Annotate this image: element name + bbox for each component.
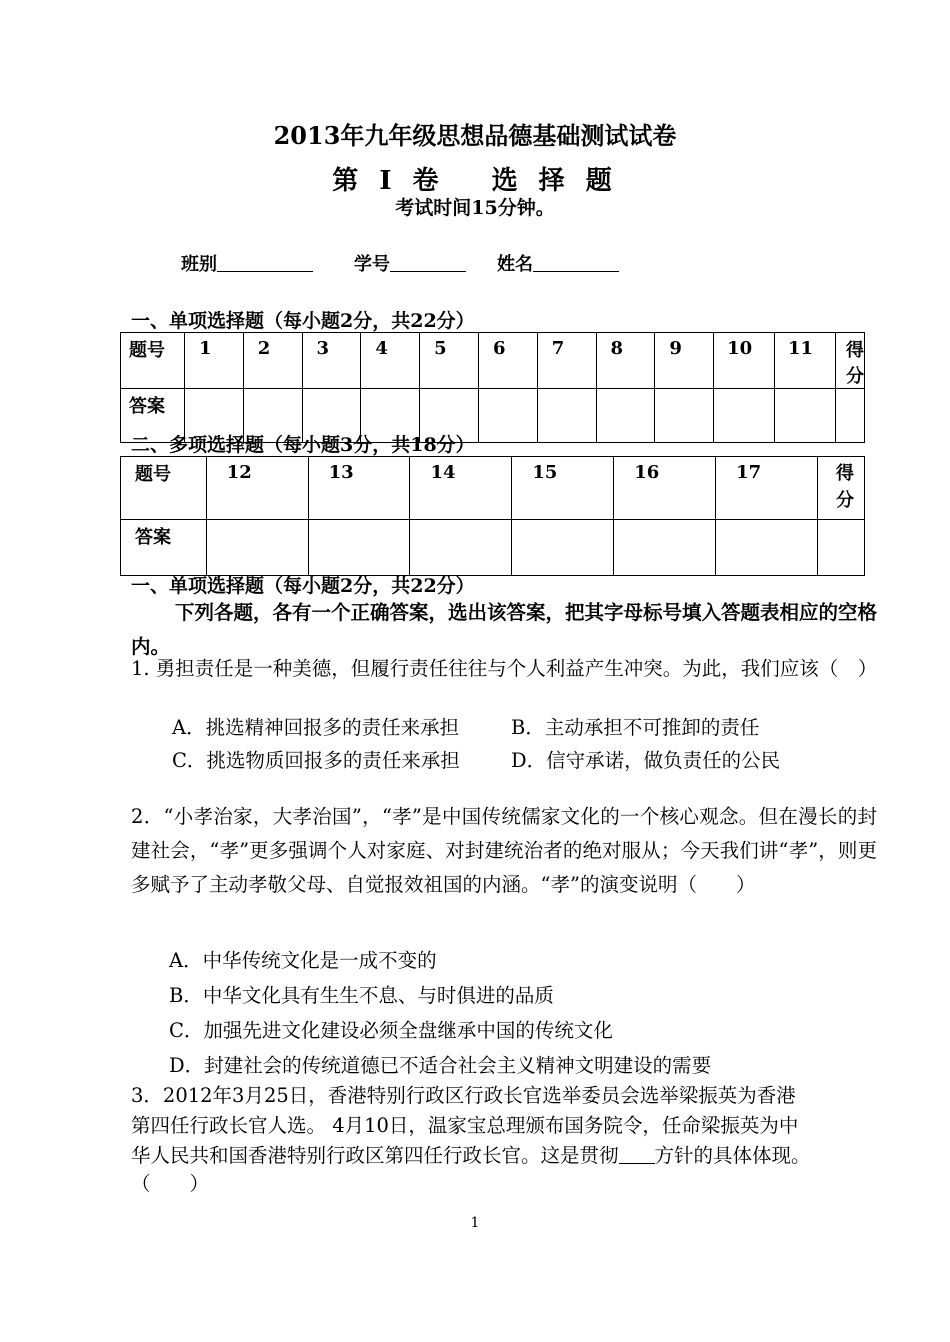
answer-cell[interactable] [410,520,512,576]
table-row [121,457,865,520]
multiple-choice-answer-table [120,456,872,576]
answer-cell[interactable] [596,389,655,443]
name-blank[interactable] [533,253,619,272]
exam-time: 考试时间15分钟。 [395,197,555,219]
question-number-cell: 13 [308,457,410,520]
q1-option-c: C．挑选物质回报多的责任来承担 [172,749,460,772]
question-number-cell: 4 [361,333,420,389]
row-label-answer: 答案 [121,389,185,443]
answer-cell[interactable] [512,520,614,576]
answer-cell[interactable] [614,520,716,576]
question-2-stem: 2．“小孝治家，大孝治国”，“孝”是中国传统儒家文化的一个核心观念。但在漫长的封建社会，“孝”更多强调个人对家庭、对封建统治者的绝对服从；今天我们讲“孝”，则更多赋予了主动孝敬父母、自觉报效祖国的内涵。“孝”的演变说明（ ） [131,805,877,896]
question-1-stem: 1. 勇担责任是一种美德，但履行责任往往与个人利益产生冲突。为此，我们应该（ ） [131,657,878,680]
question-number-cell: 17 [716,457,818,520]
q2-option-a: A．中华传统文化是一成不变的 [169,949,437,972]
score-label-cell: 得 分 [818,457,865,520]
row-label-question-no: 题号 [121,457,207,520]
q2-option-d: D．封建社会的传统道德已不适合社会主义精神文明建设的需要 [169,1054,712,1077]
answer-cell[interactable] [775,389,836,443]
table1-heading: 一、单项选择题（每小题2分，共22分） [131,310,475,332]
score-cell[interactable] [818,520,865,576]
question-number-cell: 14 [410,457,512,520]
answer-cell[interactable] [714,389,775,443]
answer-cell[interactable] [478,389,537,443]
table2-heading: 二、多项选择题（每小题3分，共18分） [131,434,475,456]
question-number-cell: 1 [184,333,243,389]
class-field [181,250,313,276]
question-number-cell: 2 [243,333,302,389]
section1-instruction: 下列各题，各有一个正确答案，选出该答案，把其字母标号填入答题表相应的空格内。 [131,601,878,658]
q3-line-3-text-after: 方针的具体体现。 [654,1144,811,1167]
answer-cell[interactable] [206,520,308,576]
paper-part-title: 第 Ⅰ 卷 选 择 题 [332,166,618,196]
score-cell[interactable] [836,389,865,443]
class-blank[interactable] [217,253,313,272]
row-label-question-no: 题号 [121,333,185,389]
question-number-cell: 15 [512,457,614,520]
answer-cell[interactable] [537,389,596,443]
question-number-cell: 12 [206,457,308,520]
student-number-field [354,250,466,276]
question-number-cell: 8 [596,333,655,389]
row-label-answer: 答案 [121,520,207,576]
answer-cell[interactable] [308,520,410,576]
question-3-answer-bracket: （ ） [131,1172,210,1195]
question-number-cell: 7 [537,333,596,389]
answer-cell[interactable] [655,389,714,443]
question-3-line-2: 第四任行政长官人选。 4月10日，温家宝总理颁布国务院令，任命梁振英为中 [131,1114,799,1137]
question-number-cell: 6 [478,333,537,389]
q1-option-b: B．主动承担不可推卸的责任 [511,716,760,739]
q2-option-c: C．加强先进文化建设必须全盘继承中国的传统文化 [169,1019,613,1042]
q1-option-a: A．挑选精神回报多的责任来承担 [172,716,460,739]
name-field [497,250,619,276]
q1-option-d: D．信守承诺，做负责任的公民 [511,749,781,772]
question-number-cell: 5 [420,333,479,389]
page-title: 2013年九年级思想品德基础测试试卷 [273,121,677,150]
score-label-cell: 得分 [836,333,865,389]
table-row [121,520,865,576]
question-number-cell: 11 [775,333,836,389]
answer-cell[interactable] [716,520,818,576]
class-label: 班别 [181,254,217,275]
single-choice-answer-table [120,332,865,443]
name-label: 姓名 [497,254,533,275]
question-number-cell: 16 [614,457,716,520]
student-number-label: 学号 [354,254,390,275]
question-number-cell: 3 [302,333,361,389]
q3-line-3-text-before: 华人民共和国香港特别行政区第四任行政长官。这是贯彻 [131,1144,619,1167]
student-number-blank[interactable] [390,253,466,272]
section1-heading: 一、单项选择题（每小题2分，共22分） [131,575,475,597]
table-row [121,333,865,389]
q3-fill-blank[interactable] [619,1143,655,1164]
q2-option-b: B．中华文化具有生生不息、与时俱进的品质 [169,984,554,1007]
question-number-cell: 10 [714,333,775,389]
question-3-line-1: 3．2012年3月25日，香港特别行政区行政长官选举委员会选举梁振英为香港 [131,1084,796,1107]
question-number-cell: 9 [655,333,714,389]
question-3-line-3 [131,1140,811,1168]
page-number: 1 [470,1215,480,1231]
